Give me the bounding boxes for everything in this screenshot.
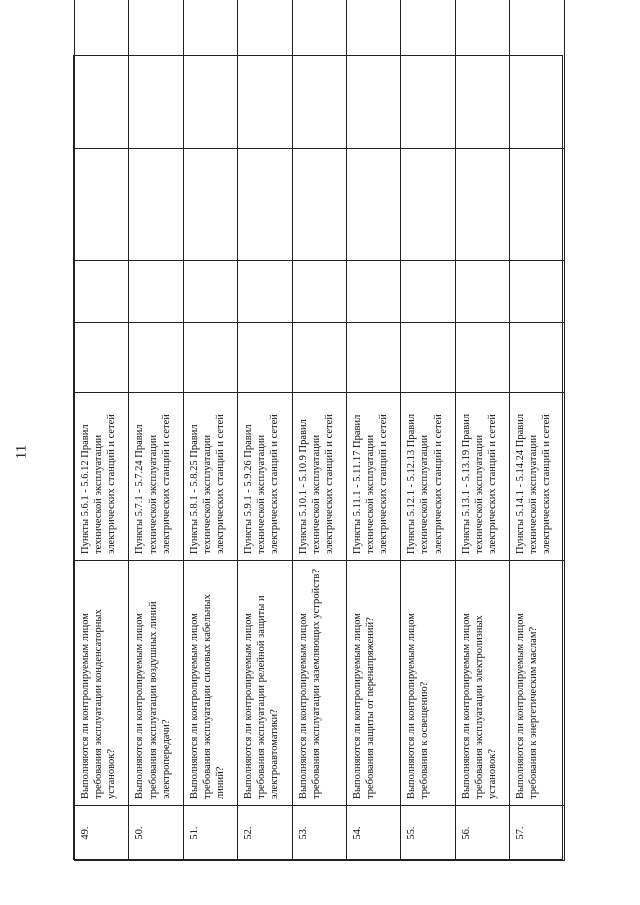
row-answer-yes (183, 323, 237, 393)
row-reference: Пункты 5.11.1 - 5.11.17 Правил технической эксплуатации электрических станций и сетей (346, 393, 400, 561)
row-question: Выполняются ли контролируемым лицом требования к освещению? (401, 561, 455, 806)
table-row (292, 0, 346, 861)
row-number: 53. (292, 806, 346, 861)
checklist-table-rotated (74, 56, 564, 861)
row-answer-no (455, 261, 509, 323)
row-note (510, 0, 564, 149)
row-note (129, 0, 183, 149)
row-answer-na (401, 149, 455, 261)
row-reference: Пункты 5.10.1 - 5.10.9 Правил технической эксплуатации электрических станций и сетей (292, 393, 346, 561)
row-question: Выполняются ли контролируемым лицом требования защиты от перенапряжений? (346, 561, 400, 806)
row-number: 49. (75, 806, 129, 861)
row-answer-yes (292, 323, 346, 393)
row-note (346, 0, 400, 149)
table-row (401, 0, 455, 861)
row-answer-na (238, 149, 292, 261)
row-note (238, 0, 292, 149)
row-question: Выполняются ли контролируемым лицом требования к энергетическим маслам? (510, 561, 564, 806)
row-answer-no (129, 261, 183, 323)
checklist-table-frame (73, 55, 563, 860)
row-answer-no (510, 261, 564, 323)
row-answer-na (129, 149, 183, 261)
row-answer-na (183, 149, 237, 261)
checklist-table (74, 0, 565, 861)
row-reference: Пункты 5.8.1 - 5.8.25 Правил технической эксплуатации электрических станций и сетей (183, 393, 237, 561)
row-answer-no (183, 261, 237, 323)
table-row (238, 0, 292, 861)
row-number: 56. (455, 806, 509, 861)
row-answer-no (401, 261, 455, 323)
row-note (292, 0, 346, 149)
row-question: Выполняются ли контролируемым лицом требования эксплуатации воздушных линий электропередачи? (129, 561, 183, 806)
row-reference: Пункты 5.14.1 - 5.14.24 Правил технической эксплуатации электрических станций и сетей (510, 393, 564, 561)
table-row (455, 0, 509, 861)
row-number: 52. (238, 806, 292, 861)
row-answer-no (292, 261, 346, 323)
row-note (455, 0, 509, 149)
row-reference: Пункты 5.6.1 - 5.6.12 Правил технической эксплуатации электрических станций и сетей (75, 393, 129, 561)
row-question: Выполняются ли контролируемым лицом требования эксплуатации конденсаторных установок? (75, 561, 129, 806)
row-answer-na (75, 149, 129, 261)
row-answer-no (238, 261, 292, 323)
row-number: 51. (183, 806, 237, 861)
table-row (510, 0, 564, 861)
page-number: 11 (13, 444, 30, 460)
table-row (183, 0, 237, 861)
table-row (129, 0, 183, 861)
row-note (401, 0, 455, 149)
row-number: 57. (510, 806, 564, 861)
row-reference: Пункты 5.12.1 - 5.12.13 Правил технической эксплуатации электрических станций и сетей (401, 393, 455, 561)
row-answer-no (75, 261, 129, 323)
row-answer-yes (238, 323, 292, 393)
row-answer-na (510, 149, 564, 261)
row-question: Выполняются ли контролируемым лицом требования эксплуатации силовых кабельных линий? (183, 561, 237, 806)
row-answer-yes (129, 323, 183, 393)
row-question: Выполняются ли контролируемым лицом требования эксплуатации электролизных установок? (455, 561, 509, 806)
checklist-rows (75, 0, 565, 861)
row-number: 50. (129, 806, 183, 861)
table-row (75, 0, 129, 861)
row-answer-na (346, 149, 400, 261)
row-number: 55. (401, 806, 455, 861)
row-answer-yes (510, 323, 564, 393)
row-answer-yes (455, 323, 509, 393)
row-answer-no (346, 261, 400, 323)
row-answer-yes (75, 323, 129, 393)
row-reference: Пункты 5.9.1 - 5.9.26 Правил технической эксплуатации электрических станций и сетей (238, 393, 292, 561)
row-question: Выполняются ли контролируемым лицом требования эксплуатации заземляющих устройств? (292, 561, 346, 806)
row-answer-na (292, 149, 346, 261)
row-number: 54. (346, 806, 400, 861)
row-note (183, 0, 237, 149)
row-question: Выполняются ли контролируемым лицом требования эксплуатации релейной защиты и электроавтоматики? (238, 561, 292, 806)
row-answer-yes (346, 323, 400, 393)
row-reference: Пункты 5.7.1 - 5.7.24 Правил технической эксплуатации электрических станций и сетей (129, 393, 183, 561)
row-answer-na (455, 149, 509, 261)
row-reference: Пункты 5.13.1 - 5.13.19 Правил технической эксплуатации электрических станций и сетей (455, 393, 509, 561)
table-row (346, 0, 400, 861)
row-answer-yes (401, 323, 455, 393)
row-note (75, 0, 129, 149)
